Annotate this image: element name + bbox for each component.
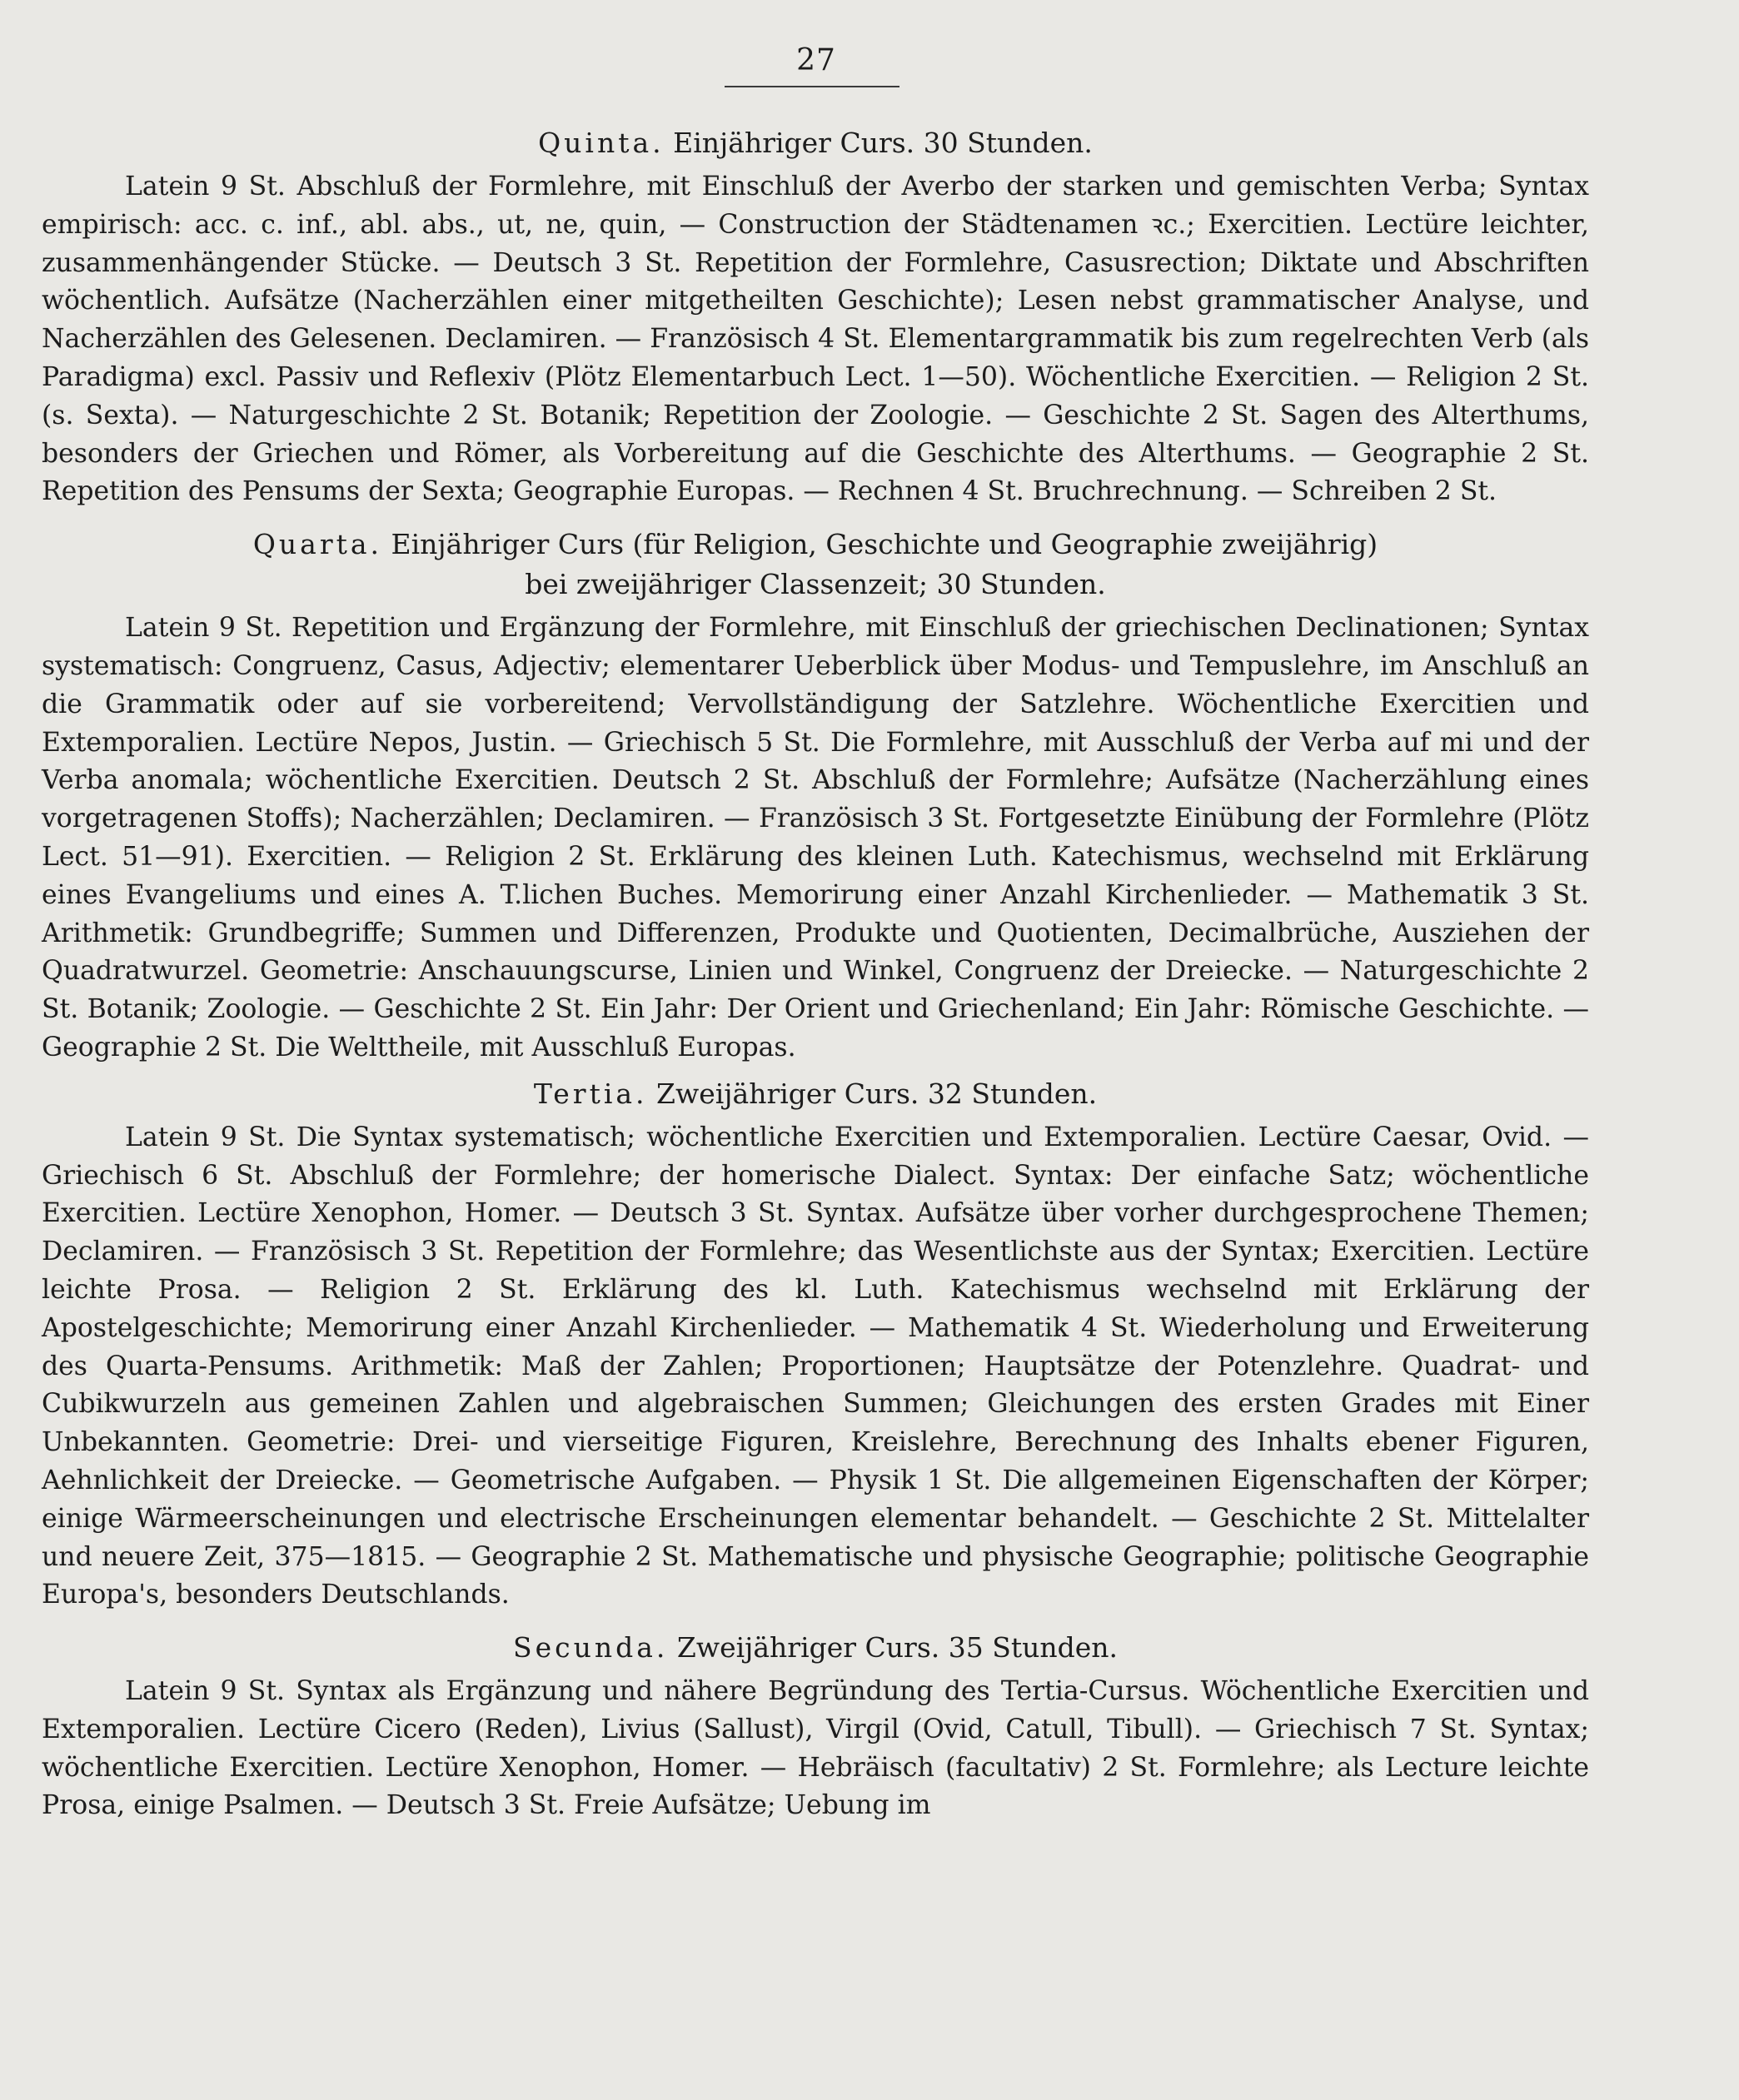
quarta-heading — [42, 525, 1589, 605]
quarta-heading-line2: bei zweijähriger Classenzeit; 30 Stunden. — [525, 568, 1106, 601]
quarta-heading-rest: Einjähriger Curs (für Religion, Geschichte und Geographie zweijährig) — [391, 528, 1378, 561]
secunda-heading-name: Secunda. — [512, 1631, 669, 1665]
quinta-paragraph: Latein 9 St. Abschluß der Formlehre, mit Einschluß der Averbo der starken und gemischten Verba; Syntax empirisch: acc. c. inf., abl. abs., ut, ne, quin, — Construction der Städtenamen ꝛc.; Exercitien. Lectüre leichter, zusammenhängender Stücke. — Deutsch 3 St. Repetition der Formlehre, Casusrection; Diktate und Abschriften wöchentlich. Aufsätze (Nacherzählen einer mitgetheilten Geschichte); Lesen nebst grammatischer Analyse, und Nacherzählen des Gelesenen. Declamiren. — Französisch 4 St. Elementargrammatik bis zum regelrechten Verb (als Paradigma) excl. Passiv und Reflexiv (Plötz Elementarbuch Lect. 1—50). Wöchentliche Exercitien. — Religion 2 St. (s. Sexta). — Naturgeschichte 2 St. Botanik; Repetition der Zoologie. — Geschichte 2 St. Sagen des Alterthums, besonders der Griechen und Römer, als Vorbereitung auf die Geschichte des Alterthums. — Geographie 2 St. Repetition des Pensums der Sexta; Geographie Europas. — Rechnen 4 St. Bruchrechnung. — Schreiben 2 St. — [42, 172, 1589, 507]
secunda-heading-rest: Zweijähriger Curs. 35 Stunden. — [676, 1631, 1119, 1665]
quinta-heading-rest: Einjähriger Curs. 30 Stunden. — [673, 127, 1093, 159]
secunda-heading — [42, 1628, 1589, 1668]
page-number: 27 — [796, 43, 836, 77]
page-number-rule — [725, 86, 899, 87]
page-content — [42, 117, 1589, 1825]
tertia-heading-rest: Zweijähriger Curs. 32 Stunden. — [656, 1077, 1098, 1110]
quinta-heading — [42, 123, 1589, 163]
quarta-paragraph: Latein 9 St. Repetition und Ergänzung der Formlehre, mit Einschluß der griechischen Declinationen; Syntax systematisch: Congruenz, Casus, Adjectiv; elementarer Ueberblick über Modus- und Tempuslehre, im Anschluß an die Grammatik oder auf sie vorbereitend; Vervollständigung der Satzlehre. Wöchentliche Exercitien und Extemporalien. Lectüre Nepos, Justin. — Griechisch 5 St. Die Formlehre, mit Ausschluß der Verba auf mi und der Verba anomala; wöchentliche Exercitien. Deutsch 2 St. Abschluß der Formlehre; Aufsätze (Nacherzählung eines vorgetragenen Stoffs); Nacherzählen; Declamiren. — Französisch 3 St. Fortgesetzte Einübung der Formlehre (Plötz Lect. 51—91). Exercitien. — Religion 2 St. Erklärung des kleinen Luth. Katechismus, wechselnd mit Erklärung eines Evangeliums und eines A. T.lichen Buches. Memorirung einer Anzahl Kirchenlieder. — Mathematik 3 St. Arithmetik: Grundbegriffe; Summen und Differenzen, Produkte und Quotienten, Decimalbrüche, Ausziehen der Quadratwurzel. Geometrie: Anschauungscurse, Linien und Winkel, Congruenz der Dreiecke. — Naturgeschichte 2 St. Botanik; Zoologie. — Geschichte 2 St. Ein Jahr: Der Orient und Griechenland; Ein Jahr: Römische Geschichte. — Geographie 2 St. Die Welttheile, mit Ausschluß Europas. — [42, 613, 1589, 1062]
tertia-heading — [42, 1074, 1589, 1114]
tertia-heading-name: Tertia. — [533, 1077, 648, 1110]
secunda-paragraph: Latein 9 St. Syntax als Ergänzung und nähere Begründung des Tertia-Cursus. Wöchentliche Exercitien und Extemporalien. Lectüre Cicero (Reden), Livius (Sallust), Virgil (Ovid, Catull, Tibull). — Griechisch 7 St. Syntax; wöchentliche Exercitien. Lectüre Xenophon, Homer. — Hebräisch (facultativ) 2 St. Formlehre; als Lecture leichte Prosa, einige Psalmen. — Deutsch 3 St. Freie Aufsätze; Uebung im — [42, 1676, 1589, 1821]
tertia-paragraph: Latein 9 St. Die Syntax systematisch; wöchentliche Exercitien und Extemporalien. Lectüre Caesar, Ovid. — Griechisch 6 St. Abschluß der Formlehre; der homerische Dialect. Syntax: Der einfache Satz; wöchentliche Exercitien. Lectüre Xenophon, Homer. — Deutsch 3 St. Syntax. Aufsätze über vorher durchgesprochene Themen; Declamiren. — Französisch 3 St. Repetition der Formlehre; das Wesentlichste aus der Syntax; Exercitien. Lectüre leichte Prosa. — Religion 2 St. Erklärung des kl. Luth. Katechismus wechselnd mit Erklärung der Apostelgeschichte; Memorirung einer Anzahl Kirchenlieder. — Mathematik 4 St. Wiederholung und Erweiterung des Quarta-Pensums. Arithmetik: Maß der Zahlen; Proportionen; Hauptsätze der Potenzlehre. Quadrat- und Cubikwurzeln aus gemeinen Zahlen und algebraischen Summen; Gleichungen des ersten Grades mit Einer Unbekannten. Geometrie: Drei- und vierseitige Figuren, Kreislehre, Berechnung des Inhalts ebener Figuren, Aehnlichkeit der Dreiecke. — Geometrische Aufgaben. — Physik 1 St. Die allgemeinen Eigenschaften der Körper; einige Wärmeerscheinungen und electrische Erscheinungen elementar behandelt. — Geschichte 2 St. Mittelalter und neuere Zeit, 375—1815. — Geographie 2 St. Mathematische und physische Geographie; politische Geographie Europa's, besonders Deutschlands. — [42, 1122, 1589, 1610]
quinta-heading-name: Quinta. — [538, 127, 665, 159]
quarta-heading-name: Quarta. — [252, 528, 383, 561]
